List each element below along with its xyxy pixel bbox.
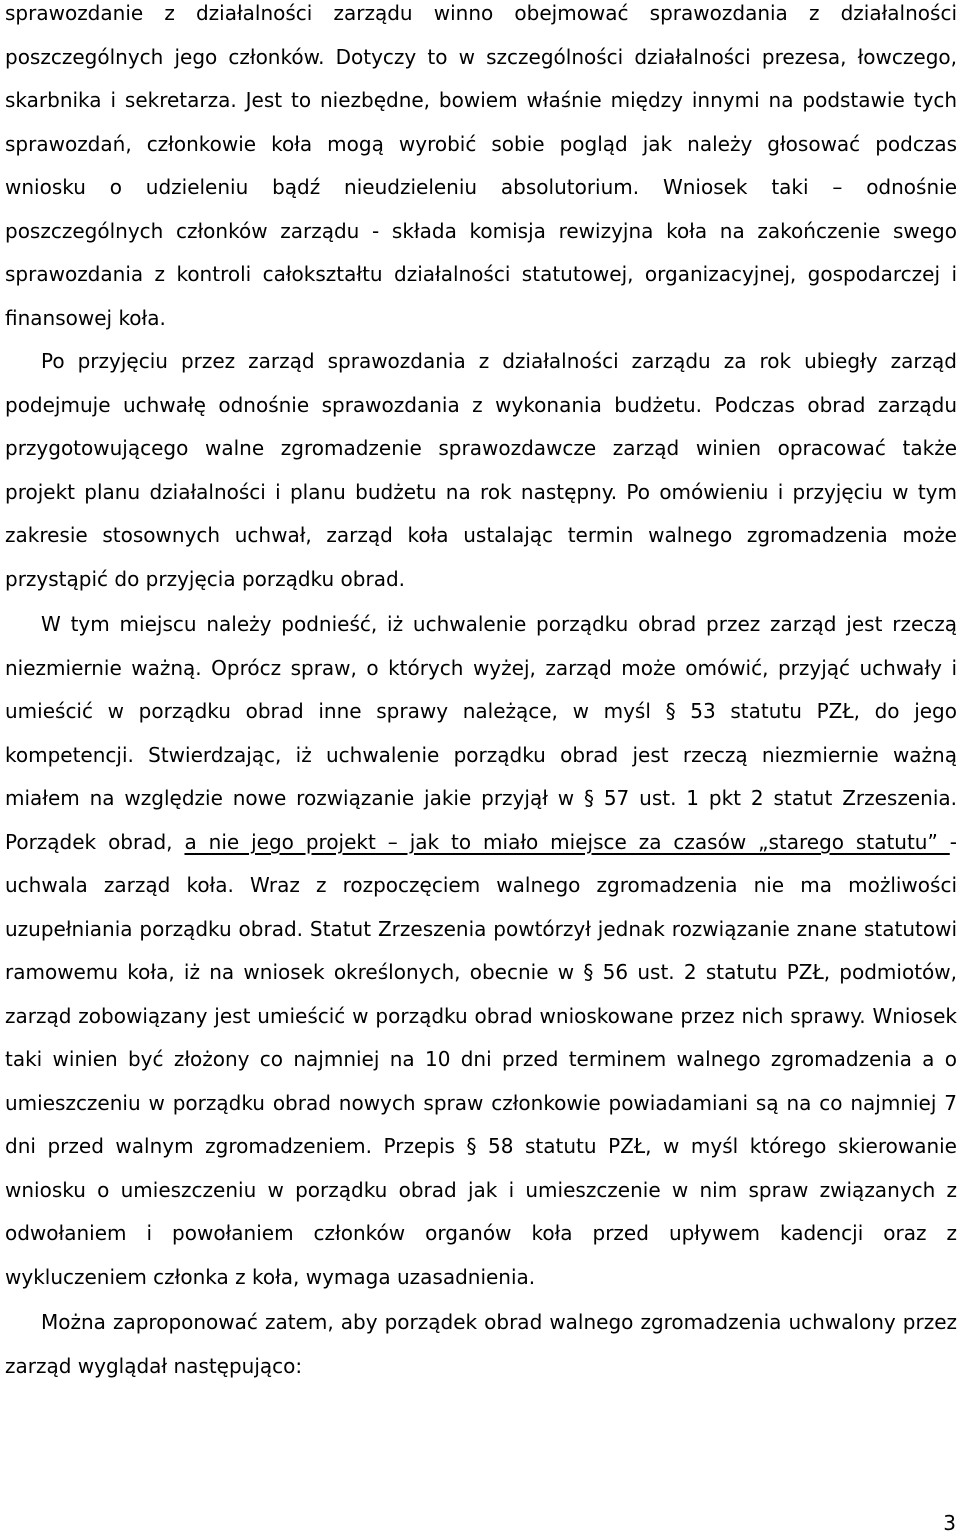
paragraph-3-text-b: - uchwala zarząd koła. Wraz z rozpoczęciem walnego zgromadzenia nie ma możliwości uzupełniania porządku obrad. Statut Zrzeszenia powtórzył jednak rozwiązanie znane statutowi ramowemu koła, iż na wniosek określonych, obecnie w § 56 ust. 2 statutu PZŁ, podmiotów, zarząd zobowiązany jest umieścić w porządku obrad wnioskowane przez nich sprawy. Wniosek taki winien być złożony co najmniej na 10 dni przed terminem walnego zgromadzenia a o umieszczeniu w porządku obrad nowych spraw członkowie powiadamiani są na co najmniej 7 dni przed walnym zgromadzeniem. Przepis § 58 statutu PZŁ, w myśl którego skierowanie wniosku o umieszczeniu w porządku obrad jak i umieszczenie w nim spraw związanych z odwołaniem i powołaniem członków organów koła przed upływem kadencji oraz z wykluczeniem członka z koła, wymaga uzasadnienia. <box>5 829 957 1289</box>
paragraph-2: Po przyjęciu przez zarząd sprawozdania z działalności zarządu za rok ubiegły zarząd podejmuje uchwałę odnośnie sprawozdania z wykonania budżetu. Podczas obrad zarządu przygotowującego walne zgromadzenie sprawozdawcze zarząd winien opracować także projekt planu działalności i planu budżetu na rok następny. Po omówieniu i przyjęciu w tym zakresie stosownych uchwał, zarząd koła ustalając termin walnego zgromadzenia może przystąpić do przyjęcia porządku obrad. <box>5 349 957 591</box>
paragraph-3 <box>5 603 957 1299</box>
document-page <box>5 0 957 1388</box>
paragraph-4: Można zaproponować zatem, aby porządek obrad walnego zgromadzenia uchwalony przez zarząd wyglądał następująco: <box>5 1310 957 1378</box>
paragraph-1: sprawozdanie z działalności zarządu winno obejmować sprawozdania z działalności poszczególnych jego członków. Dotyczy to w szczególności działalności prezesa, łowczego, skarbnika i sekretarza. Jest to niezbędne, bowiem właśnie między innymi na podstawie tych sprawozdań, członkowie koła mogą wyrobić sobie pogląd jak należy głosować podczas wniosku o udzieleniu bądź nieudzieleniu absolutorium. Wniosek taki – odnośnie poszczególnych członków zarządu - składa komisja rewizyjna koła na zakończenie swego sprawozdania z kontroli całokształtu działalności statutowej, organizacyjnej, gospodarczej i finansowej koła. <box>5 1 957 330</box>
paragraph-3-underlined-text: a nie jego projekt – jak to miało miejsce za czasów „starego statutu” <box>184 829 950 854</box>
paragraph-3-text-a: W tym miejscu należy podnieść, iż uchwalenie porządku obrad przez zarząd jest rzeczą niezmiernie ważną. Oprócz spraw, o których wyżej, zarząd może omówić, przyjąć uchwały i umieścić w porządku obrad inne sprawy należące, w myśl § 53 statutu PZŁ, do jego kompetencji. Stwierdzając, iż uchwalenie porządku obrad jest rzeczą niezmiernie ważną miałem na względzie nowe rozwiązanie jakie przyjął w § 57 ust. 1 pkt 2 statut Zrzeszenia. Porządek obrad, <box>5 612 957 854</box>
page-number: 3 <box>943 1511 956 1535</box>
